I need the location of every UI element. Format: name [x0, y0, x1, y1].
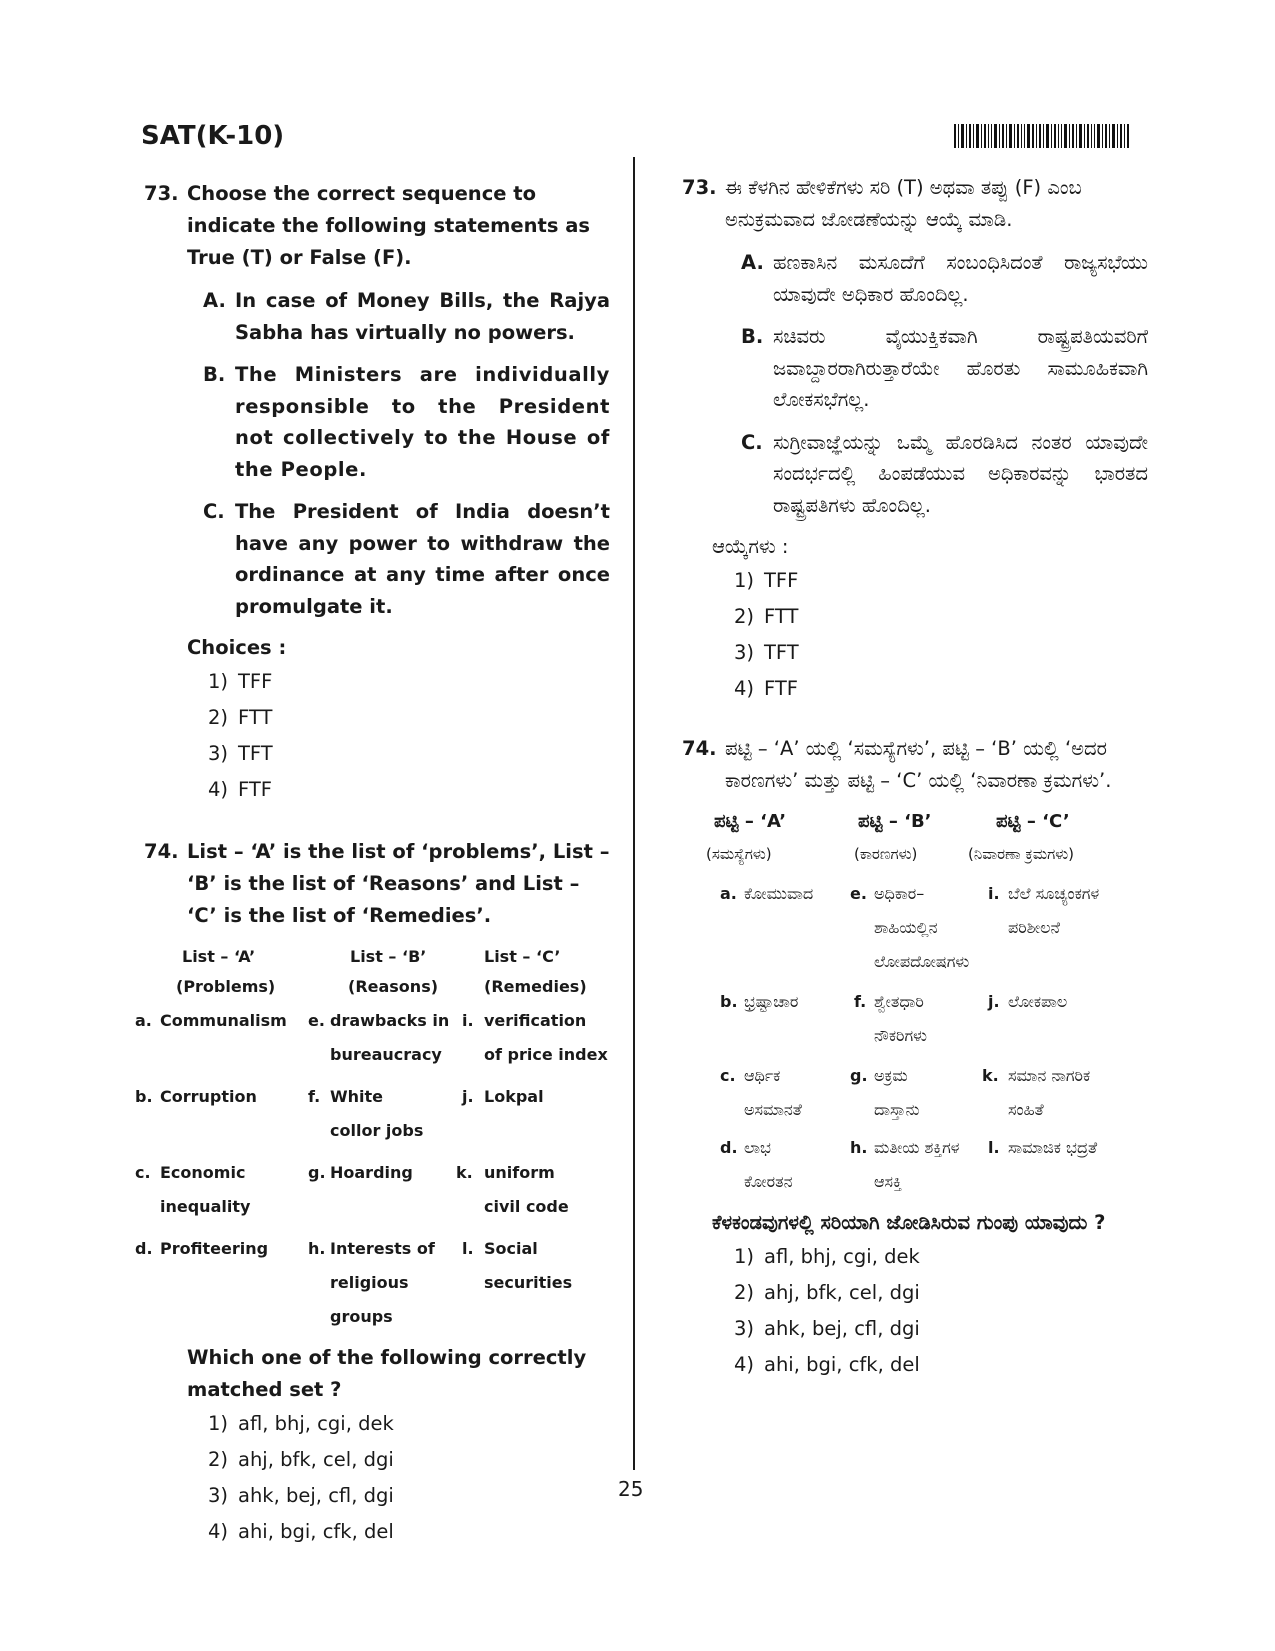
- list-b-title: ಪಟ್ಟಿ – ‘B’: [858, 811, 932, 832]
- match-row: [678, 1059, 1148, 1131]
- item-label: a.: [720, 884, 737, 903]
- list-c-title: List – ‘C’: [484, 947, 561, 966]
- statement-letter: C.: [741, 430, 763, 454]
- list-a-title: List – ‘A’: [182, 947, 256, 966]
- item-label: h.: [308, 1239, 326, 1258]
- option-1[interactable]: [208, 1406, 610, 1442]
- match-question: Which one of the following correctly matched set ?: [187, 1346, 587, 1401]
- list-b-item: ಮತೀಯ ಶಕ್ತಿಗಳ ಆಸಕ್ತಿ: [874, 1138, 960, 1191]
- statement-a: [678, 247, 1148, 310]
- statement-text: In case of Money Bills, the Rajya Sabha has virtually no powers.: [235, 289, 610, 344]
- option-text: TFF: [238, 670, 273, 693]
- option-3[interactable]: [208, 1478, 610, 1514]
- list-a-item: Corruption: [160, 1087, 257, 1106]
- option-number: 3): [208, 742, 229, 765]
- page-number: 25: [618, 1477, 644, 1501]
- item-label: l.: [462, 1239, 474, 1258]
- question-74: [678, 733, 1148, 797]
- statement-letter: A.: [203, 289, 226, 312]
- option-1[interactable]: [734, 1239, 1148, 1275]
- option-4[interactable]: [734, 671, 1148, 707]
- option-number: 2): [734, 1281, 755, 1304]
- list-b-item: drawbacks in bureaucracy: [330, 1011, 450, 1064]
- match-row: [135, 1004, 610, 1080]
- list-a-item: ಲಾಭ ಕೋರತನ: [744, 1138, 793, 1191]
- match-row: [135, 1156, 610, 1232]
- list-b-item: ಅಧಿಕಾರ– ಶಾಹಿಯಲ್ಲಿನ ಲೋಪದೋಷಗಳು: [874, 884, 970, 971]
- statement-text: ಸುಗ್ರೀವಾಜ್ಞೆಯನ್ನು ಒಮ್ಮೆ ಹೊರಡಿಸಿದ ನಂತರ ಯಾವುದೇ ಸಂದರ್ಭದಲ್ಲಿ ಹಿಂಪಡೆಯುವ ಅಧಿಕಾರವನ್ನು ಭಾರತದ ರಾಷ್ಟ್ರಪತಿಗಳು ಹೊಂದಿಲ್ಲ.: [773, 430, 1148, 517]
- list-a-item: Economic inequality: [160, 1163, 251, 1216]
- statement-c: [678, 427, 1148, 522]
- option-number: 4): [734, 1353, 755, 1376]
- list-b-item: ಅಕ್ರಮ ದಾಸ್ತಾನು: [874, 1066, 920, 1119]
- statement-letter: B.: [741, 325, 764, 348]
- option-text: afl, bhj, cgi, dek: [238, 1412, 394, 1435]
- statement-text: ಹಣಕಾಸಿನ ಮಸೂದೆಗೆ ಸಂಬಂಧಿಸಿದಂತೆ ರಾಜ್ಯಸಭೆಯು ಯಾವುದೇ ಅಧಿಕಾರ ಹೊಂದಿಲ್ಲ.: [773, 251, 1148, 306]
- option-text: ahi, bgi, cfk, del: [764, 1353, 920, 1376]
- list-c-item: ಬೆಲೆ ಸೂಚ್ಯಂಕಗಳ ಪರಿಶೀಲನೆ: [1008, 884, 1100, 937]
- list-c-item: Lokpal: [484, 1087, 544, 1106]
- item-label: i.: [988, 884, 1000, 903]
- question-text: Choose the correct sequence to indicate the following statements as True (T) or False (F).: [187, 182, 590, 269]
- statement-b: [140, 359, 610, 485]
- option-text: ahj, bfk, cel, dgi: [238, 1448, 394, 1471]
- option-number: 2): [734, 605, 755, 628]
- option-1[interactable]: [208, 664, 610, 700]
- question-number: 74.: [144, 840, 179, 863]
- list-b-subtitle: (ಕಾರಣಗಳು): [854, 845, 918, 863]
- item-label: g.: [850, 1066, 868, 1085]
- option-3[interactable]: [734, 635, 1148, 671]
- statement-a: [140, 285, 610, 348]
- statement-b: [678, 321, 1148, 416]
- question-text: List – ‘A’ is the list of ‘problems’, List – ‘B’ is the list of ‘Reasons’ and List – ‘C’ is the list of ‘Remedies’.: [187, 840, 610, 927]
- question-number: 73.: [682, 176, 717, 199]
- statement-letter: B.: [203, 363, 226, 386]
- english-column: [135, 178, 610, 1550]
- list-c-subtitle: (Remedies): [484, 977, 587, 996]
- option-number: 2): [208, 1448, 229, 1471]
- option-2[interactable]: [208, 1442, 610, 1478]
- option-text: FTF: [238, 778, 273, 801]
- item-label: e.: [308, 1011, 325, 1030]
- item-label: e.: [850, 884, 867, 903]
- option-2[interactable]: [734, 599, 1148, 635]
- list-c-title: ಪಟ್ಟಿ – ‘C’: [996, 811, 1070, 832]
- option-number: 4): [208, 1520, 229, 1543]
- list-c-item: ಸಮಾನ ನಾಗರಿಕ ಸಂಹಿತೆ: [1008, 1066, 1091, 1119]
- option-4[interactable]: [208, 1514, 610, 1550]
- statement-text: The Ministers are individually responsible to the President not collectively to the House of the People.: [235, 363, 610, 481]
- statement-text: ಸಚಿವರು ವೈಯುಕ್ತಿಕವಾಗಿ ರಾಷ್ಟ್ರಪತಿಯವರಿಗೆ ಜವಾಬ್ದಾರರಾಗಿರುತ್ತಾರೆಯೇ ಹೊರತು ಸಾಮೂಹಿಕವಾಗಿ ಲೋಕಸಭೆಗಲ್ಲ.: [773, 325, 1148, 411]
- question-text: ಈ ಕೆಳಗಿನ ಹೇಳಿಕೆಗಳು ಸರಿ (T) ಅಥವಾ ತಪ್ಪು (F) ಎಂಬ ಅನುಕ್ರಮವಾದ ಜೋಡಣೆಯನ್ನು ಆಯ್ಕೆ ಮಾಡಿ.: [725, 176, 1082, 231]
- kannada-column: [678, 172, 1148, 1383]
- match-question: ಕೆಳಕಂಡವುಗಳಲ್ಲಿ ಸರಿಯಾಗಿ ಜೋಡಿಸಿರುವ ಗುಂಪು ಯಾವುದು ?: [712, 1211, 1106, 1234]
- item-label: l.: [988, 1138, 1000, 1157]
- question-text: ಪಟ್ಟಿ – ‘A’ ಯಲ್ಲಿ ‘ಸಮಸ್ಯೆಗಳು’, ಪಟ್ಟಿ – ‘B’ ಯಲ್ಲಿ ‘ಅದರ ಕಾರಣಗಳು’ ಮತ್ತು ಪಟ್ಟಿ – ‘C’ ಯಲ್ಲಿ ‘ನಿವಾರಣಾ ಕ್ರಮಗಳು’.: [725, 737, 1112, 792]
- match-row: [678, 985, 1148, 1059]
- list-a-item: Communalism: [160, 1011, 287, 1030]
- paper-code: SAT(K-10): [141, 121, 285, 151]
- item-label: c.: [135, 1163, 151, 1182]
- list-c-item: ಸಾಮಾಜಿಕ ಭದ್ರತೆ: [1008, 1138, 1098, 1157]
- statement-text: The President of India doesn’t have any power to withdraw the ordinance at any time after once promulgate it.: [235, 500, 610, 618]
- option-4[interactable]: [734, 1347, 1148, 1383]
- list-b-item: ಶ್ವೇತಧಾರಿ ನೌಕರಿಗಳು: [874, 992, 927, 1045]
- question-74: [140, 836, 610, 932]
- choices-label: Choices :: [187, 636, 287, 659]
- list-b-item: Interests of religious groups: [330, 1239, 435, 1326]
- list-headings: [140, 940, 610, 1004]
- item-label: j.: [988, 992, 1000, 1011]
- question-73: [140, 178, 610, 274]
- option-2[interactable]: [208, 700, 610, 736]
- option-number: 1): [734, 569, 755, 592]
- column-divider: [633, 157, 635, 1470]
- choices-label: ಆಯ್ಕೆಗಳು :: [712, 535, 789, 558]
- item-label: i.: [462, 1011, 474, 1030]
- item-label: a.: [135, 1011, 152, 1030]
- option-number: 2): [208, 706, 229, 729]
- option-number: 3): [208, 1484, 229, 1507]
- statement-c: [140, 496, 610, 622]
- option-text: FTT: [238, 706, 273, 729]
- item-label: c.: [720, 1066, 736, 1085]
- item-label: k.: [456, 1163, 473, 1182]
- option-number: 4): [734, 677, 755, 700]
- list-c-subtitle: (ನಿವಾರಣಾ ಕ್ರಮಗಳು): [968, 845, 1074, 863]
- option-number: 1): [208, 1412, 229, 1435]
- option-text: ahi, bgi, cfk, del: [238, 1520, 394, 1543]
- option-text: TFT: [238, 742, 273, 765]
- option-text: FTT: [764, 605, 799, 628]
- option-text: ahj, bfk, cel, dgi: [764, 1281, 920, 1304]
- item-label: f.: [854, 992, 867, 1011]
- item-label: b.: [135, 1087, 153, 1106]
- option-1[interactable]: [734, 563, 1148, 599]
- barcode: [954, 124, 1129, 148]
- option-number: 3): [734, 1317, 755, 1340]
- option-text: ahk, bej, cfl, dgi: [764, 1317, 920, 1340]
- list-a-title: ಪಟ್ಟಿ – ‘A’: [714, 811, 787, 832]
- option-text: TFT: [764, 641, 799, 664]
- list-b-title: List – ‘B’: [350, 947, 427, 966]
- option-4[interactable]: [208, 772, 610, 808]
- item-label: j.: [462, 1087, 474, 1106]
- item-label: f.: [308, 1087, 321, 1106]
- item-label: b.: [720, 992, 738, 1011]
- list-b-item: White collor jobs: [330, 1087, 424, 1140]
- list-c-item: uniform civil code: [484, 1163, 569, 1216]
- option-number: 4): [208, 778, 229, 801]
- option-text: afl, bhj, cgi, dek: [764, 1245, 920, 1268]
- statement-letter: A.: [741, 251, 764, 274]
- option-text: ahk, bej, cfl, dgi: [238, 1484, 394, 1507]
- option-3[interactable]: [208, 736, 610, 772]
- option-3[interactable]: [734, 1311, 1148, 1347]
- list-c-item: ಲೋಕಪಾಲ: [1008, 992, 1068, 1011]
- option-number: 3): [734, 641, 755, 664]
- item-label: g.: [308, 1163, 326, 1182]
- item-label: d.: [720, 1138, 738, 1157]
- list-c-item: verification of price index: [484, 1011, 608, 1064]
- statement-letter: C.: [203, 500, 225, 523]
- item-label: d.: [135, 1239, 153, 1258]
- list-a-item: ಆರ್ಥಿಕ ಅಸಮಾನತೆ: [744, 1066, 802, 1119]
- option-text: TFF: [764, 569, 799, 592]
- list-a-item: ಕೋಮುವಾದ: [744, 884, 814, 903]
- match-row: [678, 877, 1148, 985]
- match-row: [678, 1131, 1148, 1203]
- match-row: [135, 1080, 610, 1156]
- item-label: h.: [850, 1138, 868, 1157]
- list-headings: [678, 805, 1148, 869]
- match-row: [135, 1232, 610, 1336]
- option-text: FTF: [764, 677, 799, 700]
- list-c-item: Social securities: [484, 1239, 573, 1292]
- option-number: 1): [734, 1245, 755, 1268]
- list-a-subtitle: (Problems): [176, 977, 276, 996]
- option-number: 1): [208, 670, 229, 693]
- option-2[interactable]: [734, 1275, 1148, 1311]
- list-b-item: Hoarding: [330, 1163, 413, 1182]
- question-number: 74.: [682, 737, 717, 760]
- list-b-subtitle: (Reasons): [348, 977, 439, 996]
- list-a-item: ಭ್ರಷ್ಟಾಚಾರ: [744, 992, 799, 1011]
- question-73: [678, 172, 1148, 236]
- list-a-subtitle: (ಸಮಸ್ಯೆಗಳು): [706, 845, 772, 863]
- question-number: 73.: [144, 182, 179, 205]
- item-label: k.: [982, 1066, 999, 1085]
- list-a-item: Profiteering: [160, 1239, 269, 1258]
